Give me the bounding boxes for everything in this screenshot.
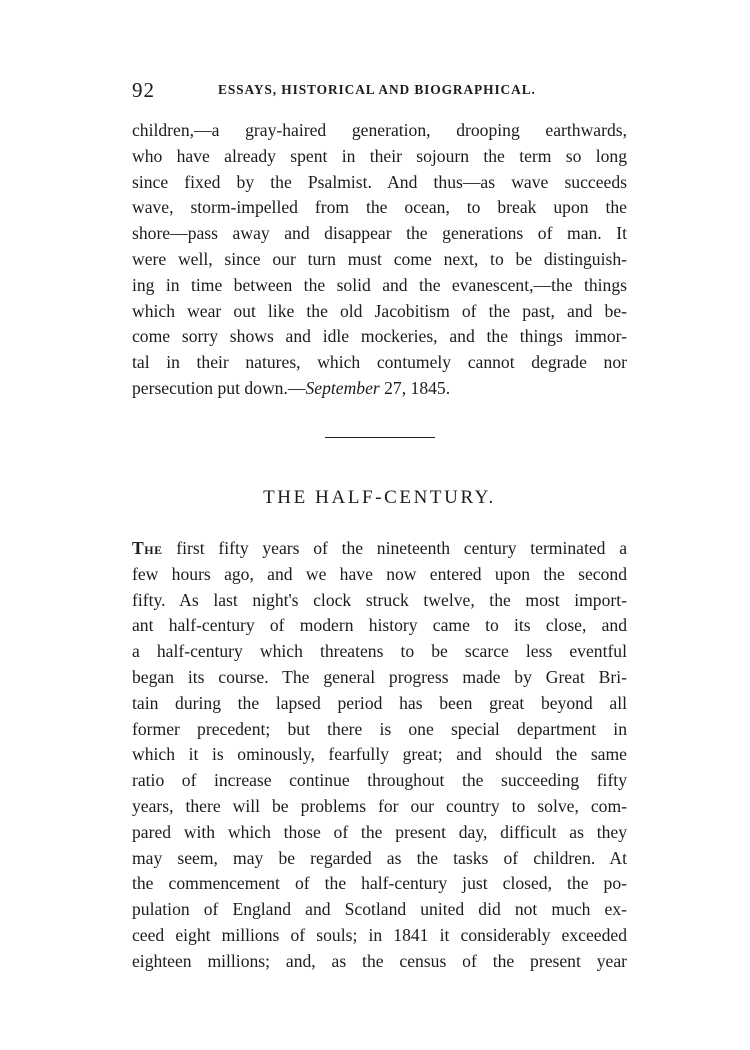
text-line: may seem, may be regarded as the tasks of children. At bbox=[132, 847, 627, 868]
closing-text: persecution put down.— bbox=[132, 377, 306, 398]
text-line: who have already spent in their sojourn the term so long bbox=[132, 145, 627, 166]
section-divider bbox=[325, 437, 435, 438]
text-line-first bbox=[132, 536, 627, 562]
text-line: few hours ago, and we have now entered upon the second bbox=[132, 563, 627, 584]
text-line: children,—a gray-haired generation, drooping earthwards, bbox=[132, 120, 627, 140]
date-rest: 27, 1845. bbox=[379, 377, 451, 398]
page-number: 92 bbox=[132, 78, 155, 102]
text-line: eighteen millions; and, as the census of the present year bbox=[132, 950, 627, 971]
text-line: former precedent; but there is one special department in bbox=[132, 718, 627, 739]
text-line: fifty. As last night's clock struck twelve, the most import- bbox=[132, 589, 627, 610]
section-title: THE HALF-CENTURY. bbox=[263, 487, 496, 508]
text-line: shore—pass away and disappear the generations of man. It bbox=[132, 223, 627, 244]
text-line: pulation of England and Scotland united did not much ex- bbox=[132, 899, 627, 920]
date-month: September bbox=[305, 377, 380, 398]
running-title: ESSAYS, HISTORICAL AND BIOGRAPHICAL. bbox=[218, 82, 536, 97]
text-line: ant half-century of modern history came to its close, and bbox=[132, 615, 627, 636]
text-line: which wear out like the old Jacobitism of the past, and be- bbox=[132, 300, 627, 321]
text-line: pared with which those of the present day, difficult as they bbox=[132, 821, 627, 842]
text-line: ratio of increase continue throughout the succeeding fifty bbox=[132, 770, 627, 791]
first-line-rest: first fifty years of the nineteenth century terminated a bbox=[162, 538, 627, 558]
text-line: the commencement of the half-century just closed, the po- bbox=[132, 873, 627, 894]
text-line: a half-century which threatens to be scarce less eventful bbox=[132, 641, 627, 662]
text-line: were well, since our turn must come next, to be distinguish- bbox=[132, 248, 627, 269]
text-line: years, there will be problems for our country to solve, com- bbox=[132, 795, 627, 816]
text-line: tal in their natures, which contumely cannot degrade nor bbox=[132, 352, 627, 373]
closing-paragraph bbox=[132, 118, 627, 402]
text-line-last bbox=[132, 376, 627, 402]
text-line: tain during the lapsed period has been great beyond all bbox=[132, 692, 627, 713]
text-line: ceed eight millions of souls; in 1841 it considerably exceeded bbox=[132, 924, 627, 945]
text-line: wave, storm-impelled from the ocean, to break upon the bbox=[132, 197, 627, 218]
text-line: since fixed by the Psalmist. And thus—as wave succeeds bbox=[132, 171, 627, 192]
lead-word: The bbox=[132, 538, 163, 558]
running-head bbox=[132, 78, 632, 102]
text-line: ing in time between the solid and the evanescent,—the things bbox=[132, 274, 627, 295]
text-line: come sorry shows and idle mockeries, and the things immor- bbox=[132, 326, 627, 347]
text-line: which it is ominously, fearfully great; and should the same bbox=[132, 744, 627, 765]
text-line: began its course. The general progress made by Great Bri- bbox=[132, 666, 627, 687]
body-paragraph bbox=[132, 536, 627, 975]
